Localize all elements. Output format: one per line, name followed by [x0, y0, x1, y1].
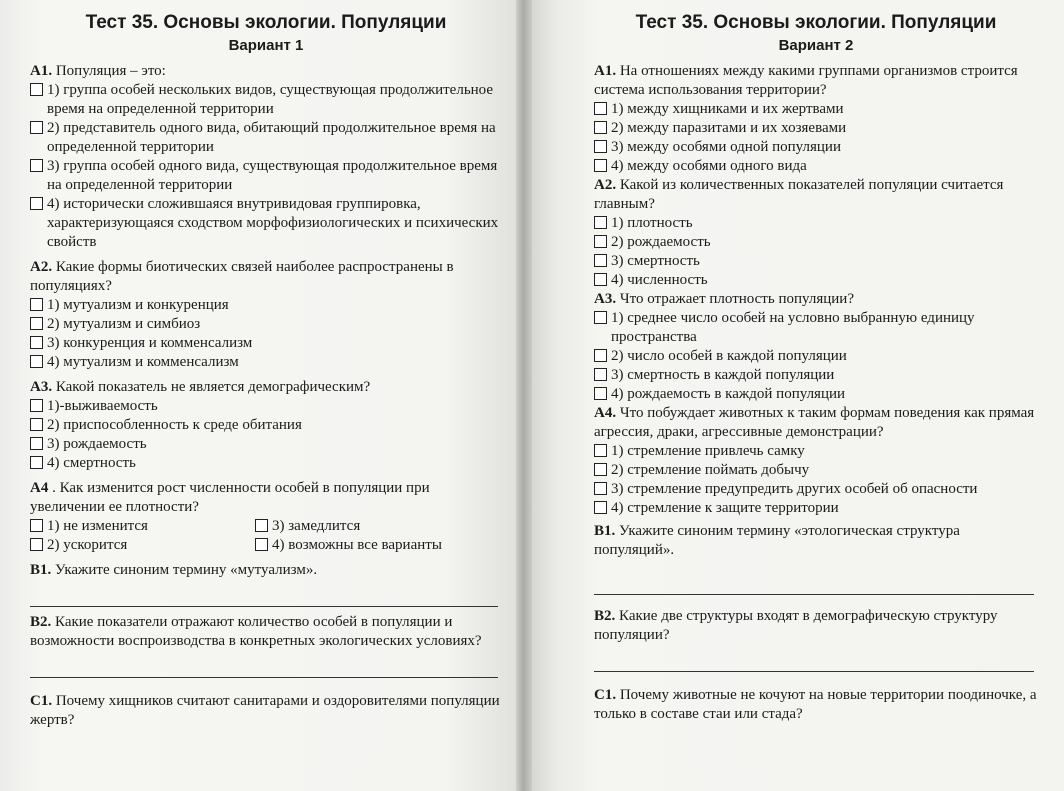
answer-option[interactable]: 4) мутуализм и комменсализм	[30, 353, 502, 372]
checkbox[interactable]	[30, 159, 43, 172]
answer-option[interactable]: 4) численность	[594, 271, 1038, 290]
answer-option[interactable]: 4) рождаемость в каждой популяции	[594, 385, 1038, 404]
answer-option[interactable]: 4) между особями одного вида	[594, 157, 1038, 176]
question-a3: А3. Какой показатель не является демографическим?	[30, 379, 371, 395]
checkbox[interactable]	[594, 368, 607, 381]
checkbox[interactable]	[30, 437, 43, 450]
right-page	[524, 0, 1064, 791]
question-a2: А2. Какие формы биотических связей наиболее распространены в популяциях?	[30, 259, 454, 294]
answer-option[interactable]: 1)-выживаемость	[30, 397, 502, 416]
checkbox[interactable]	[594, 235, 607, 248]
checkbox[interactable]	[30, 83, 43, 96]
answer-option[interactable]: 4) стремление к защите территории	[594, 499, 1038, 518]
checkbox[interactable]	[30, 538, 43, 551]
question-a1: А1. Популяция – это:	[30, 63, 166, 79]
checkbox[interactable]	[594, 216, 607, 229]
checkbox[interactable]	[255, 538, 268, 551]
checkbox[interactable]	[594, 102, 607, 115]
checkbox[interactable]	[594, 311, 607, 324]
checkbox[interactable]	[594, 387, 607, 400]
checkbox[interactable]	[594, 463, 607, 476]
answer-option[interactable]: 2) ускорится	[30, 536, 255, 555]
answer-option[interactable]: 3) рождаемость	[30, 435, 502, 454]
question-a3: А3. Что отражает плотность популяции?	[594, 291, 854, 307]
checkbox[interactable]	[30, 298, 43, 311]
checkbox[interactable]	[594, 140, 607, 153]
checkbox[interactable]	[30, 317, 43, 330]
checkbox[interactable]	[30, 336, 43, 349]
answer-line[interactable]	[594, 645, 1034, 672]
checkbox[interactable]	[255, 519, 268, 532]
question-a4: А4 . Как изменится рост численности особей в популяции при увеличении ее плотности?	[30, 480, 430, 515]
answer-option[interactable]: 3) между особями одной популяции	[594, 138, 1038, 157]
answer-option[interactable]: 1) плотность	[594, 214, 1038, 233]
answer-option[interactable]: 2) стремление поймать добычу	[594, 461, 1038, 480]
checkbox[interactable]	[594, 121, 607, 134]
question-a2: А2. Какой из количественных показателей популяции считается главным?	[594, 177, 1004, 212]
answer-option[interactable]: 2) приспособленность к среде обитания	[30, 416, 502, 435]
checkbox[interactable]	[30, 121, 43, 134]
checkbox[interactable]	[594, 254, 607, 267]
answer-option[interactable]: 2) число особей в каждой популяции	[594, 347, 1038, 366]
answer-option[interactable]: 1) не изменится	[30, 517, 255, 536]
question-c1: С1. Почему хищников считают санитарами и оздоровителями популяции жертв?	[30, 693, 500, 728]
answer-option[interactable]: 4) смертность	[30, 454, 502, 473]
answer-option[interactable]: 1) между хищниками и их жертвами	[594, 100, 1038, 119]
checkbox[interactable]	[30, 399, 43, 412]
question-b2: В2. Какие две структуры входят в демографическую структуру популяции?	[594, 608, 998, 643]
answer-option[interactable]: 1) среднее число особей на условно выбранную единицу пространства	[594, 309, 1038, 347]
answer-line[interactable]	[594, 560, 1034, 595]
answer-option[interactable]: 2) между паразитами и их хозяевами	[594, 119, 1038, 138]
answer-option[interactable]: 4) исторически сложившаяся внутривидовая группировка, характеризующаяся сходством морфофизиологических и психических свойств	[30, 195, 502, 252]
answer-option[interactable]: 3) стремление предупредить других особей об опасности	[594, 480, 1038, 499]
page-title: Тест 35. Основы экологии. Популяции	[85, 12, 447, 33]
answer-option[interactable]: 3) конкуренция и комменсализм	[30, 334, 502, 353]
checkbox[interactable]	[30, 456, 43, 469]
checkbox[interactable]	[30, 519, 43, 532]
checkbox[interactable]	[594, 482, 607, 495]
question-c1: С1. Почему животные не кочуют на новые территории поодиночке, а только в составе стаи или стада?	[594, 687, 1037, 722]
checkbox[interactable]	[594, 501, 607, 514]
variant-label: Вариант 2	[778, 37, 854, 54]
answer-line[interactable]	[30, 580, 498, 607]
answer-option[interactable]: 2) представитель одного вида, обитающий продолжительное время на определенной территории	[30, 119, 502, 157]
checkbox[interactable]	[594, 349, 607, 362]
question-a1: А1. На отношениях между какими группами организмов строится система использования территории?	[594, 63, 1018, 98]
answer-option[interactable]: 2) рождаемость	[594, 233, 1038, 252]
checkbox[interactable]	[30, 418, 43, 431]
checkbox[interactable]	[594, 273, 607, 286]
checkbox[interactable]	[30, 197, 43, 210]
left-page	[0, 0, 524, 791]
checkbox[interactable]	[594, 444, 607, 457]
answer-option[interactable]: 1) мутуализм и конкуренция	[30, 296, 502, 315]
question-b1: В1. Укажите синоним термину «этологическая структура популяций».	[594, 523, 960, 558]
page-title: Тест 35. Основы экологии. Популяции	[635, 12, 997, 33]
answer-option[interactable]: 3) замедлится	[255, 517, 480, 536]
answer-option[interactable]: 3) группа особей одного вида, существующая продолжительное время на определенной территории	[30, 157, 502, 195]
answer-option[interactable]: 1) группа особей нескольких видов, существующая продолжительное время на определенной территории	[30, 81, 502, 119]
answer-option[interactable]: 3) смертность	[594, 252, 1038, 271]
variant-label: Вариант 1	[228, 37, 304, 54]
book-gutter	[516, 0, 532, 791]
answer-option[interactable]: 4) возможны все варианты	[255, 536, 480, 555]
answer-option[interactable]: 2) мутуализм и симбиоз	[30, 315, 502, 334]
checkbox[interactable]	[594, 159, 607, 172]
answer-option[interactable]: 1) стремление привлечь самку	[594, 442, 1038, 461]
answer-option[interactable]: 3) смертность в каждой популяции	[594, 366, 1038, 385]
question-a4: А4. Что побуждает животных к таким формам поведения как прямая агрессия, драки, агрессивные демонстрации?	[594, 405, 1035, 440]
answer-line[interactable]	[30, 651, 498, 678]
question-b1: В1. Укажите синоним термину «мутуализм».	[30, 562, 318, 578]
question-b2: В2. Какие показатели отражают количество особей в популяции и возможности воспроизводства в конкретных экологических условиях?	[30, 614, 482, 649]
checkbox[interactable]	[30, 355, 43, 368]
